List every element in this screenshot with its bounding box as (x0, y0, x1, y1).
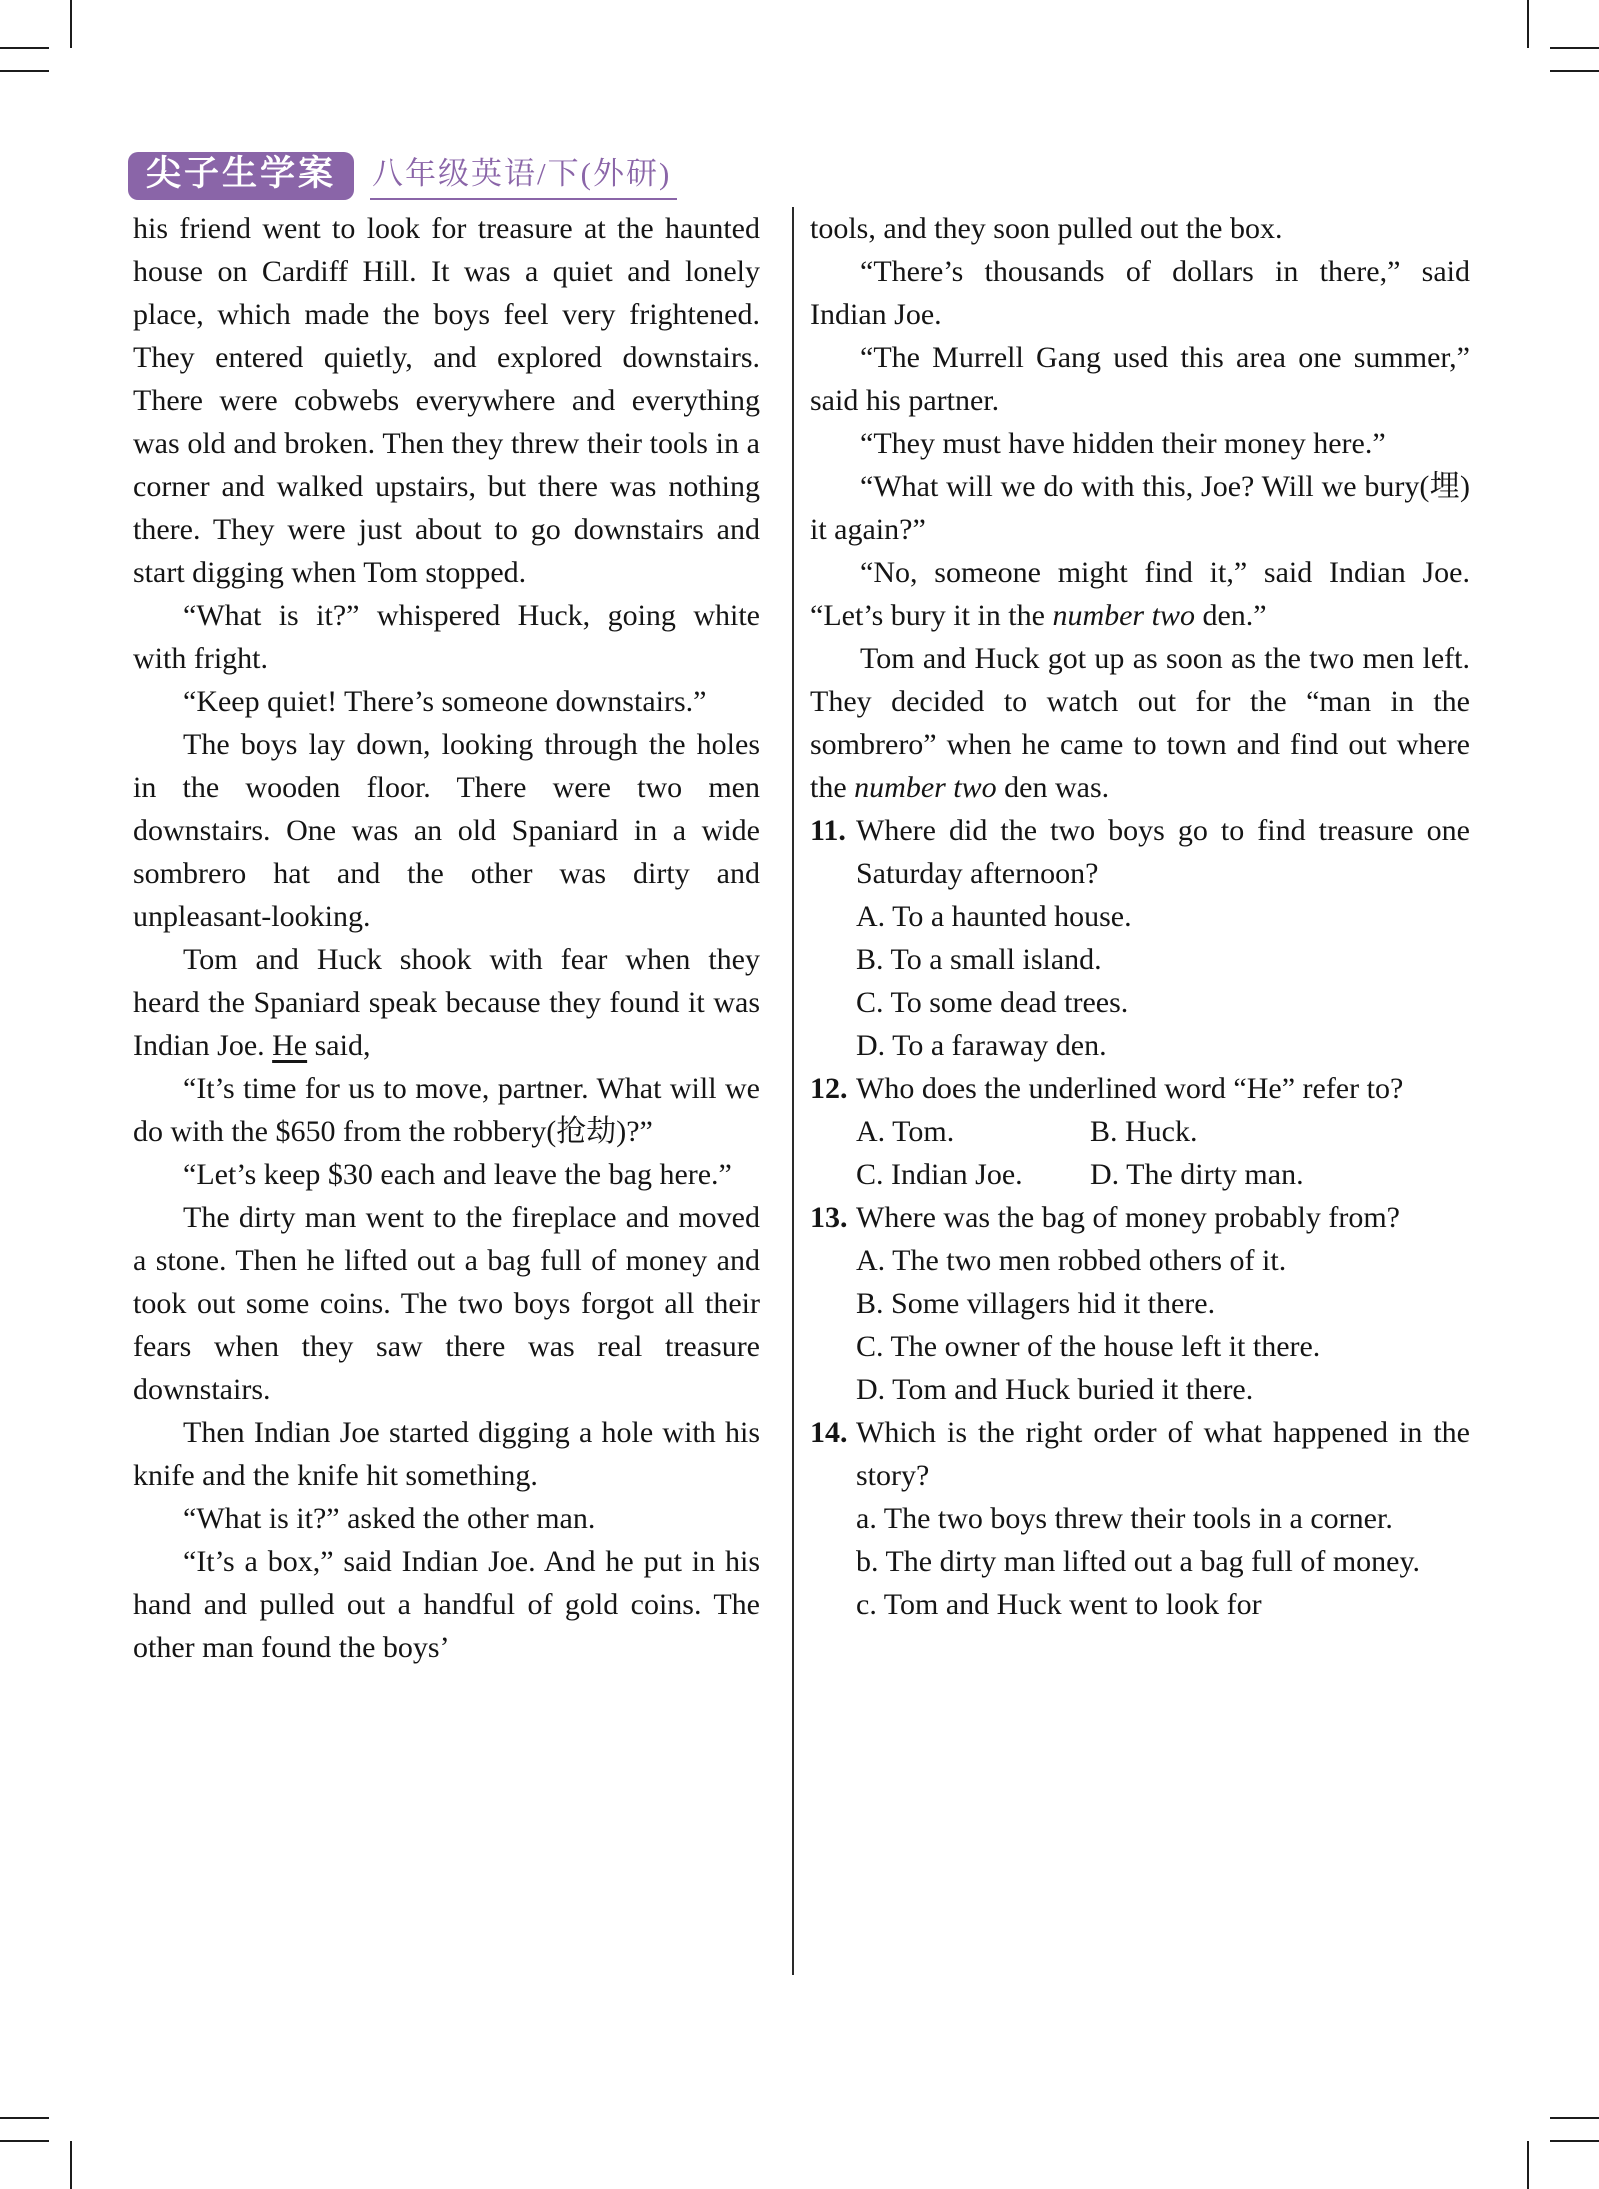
question-number: 14. (810, 1416, 848, 1449)
reading-comprehension (133, 207, 1470, 1975)
crop-mark (0, 2117, 49, 2119)
answer-option: A. To a haunted house. (856, 900, 1132, 933)
crop-mark (1550, 70, 1599, 72)
question-13 (810, 1196, 1470, 1411)
answer-option: C. To some dead trees. (856, 986, 1129, 1019)
crop-mark (1550, 47, 1599, 49)
passage-paragraph: “What is it?” whispered Huck, going white with fright. (133, 599, 760, 675)
crop-mark (0, 47, 49, 49)
crop-mark (1527, 2141, 1529, 2189)
passage-paragraph: Then Indian Joe started digging a hole with his knife and the knife hit something. (133, 1416, 760, 1492)
crop-mark (0, 70, 49, 72)
answer-option: A. Tom. (856, 1115, 955, 1148)
answer-option: D. Tom and Huck buried it there. (856, 1373, 1254, 1406)
option-row (856, 1153, 1470, 1196)
crop-mark (70, 2141, 72, 2189)
option-row (856, 1583, 1470, 1626)
answer-option: a. The two boys threw their tools in a corner. (856, 1502, 1393, 1535)
passage-paragraph: his friend went to look for treasure at the haunted house on Cardiff Hill. It was a quiet and lonely place, which made the boys feel very frightened. They entered quietly, and explored downstairs. There were cobwebs everywhere and everything was old and broken. Then they threw their tools in a corner and walked upstairs, but there was nothing there. They were just about to go downstairs and start digging when Tom stopped. (133, 212, 760, 589)
question-stem: Where was the bag of money probably from? (856, 1201, 1400, 1234)
passage-paragraph: “What is it?” asked the other man. (183, 1502, 596, 1535)
question-stem: Which is the right order of what happened in the story? (856, 1416, 1470, 1492)
question-14 (810, 1411, 1470, 1626)
option-row (856, 1497, 1470, 1540)
passage-paragraph: Tom and Huck shook with fear when they heard the Spaniard speak because they found it was Indian Joe. He said, (133, 943, 760, 1062)
option-row (856, 1325, 1470, 1368)
crop-mark (1550, 2140, 1599, 2142)
question-number: 11. (810, 814, 846, 847)
passage-paragraph: The boys lay down, looking through the holes in the wooden floor. There were two men downstairs. One was an old Spaniard in a wide sombrero hat and the other was dirty and unpleasant-looking. (133, 728, 760, 933)
edition-label: 八年级英语/下(外研) (370, 148, 677, 200)
option-row (856, 1540, 1470, 1583)
passage-paragraph: “They must have hidden their money here.” (860, 427, 1386, 460)
answer-option: B. Huck. (1090, 1115, 1198, 1148)
option-row (856, 895, 1470, 938)
question-number: 13. (810, 1201, 848, 1234)
crop-mark (1527, 0, 1529, 48)
question-12 (810, 1067, 1470, 1196)
passage-paragraph: “No, someone might find it,” said Indian Joe. “Let’s bury it in the number two den.” (810, 556, 1470, 632)
answer-option: B. Some villagers hid it there. (856, 1287, 1216, 1320)
answer-option: D. The dirty man. (1090, 1158, 1304, 1191)
question-number: 12. (810, 1072, 848, 1105)
passage-paragraph: “Keep quiet! There’s someone downstairs.” (183, 685, 707, 718)
passage-left-column (133, 207, 760, 1669)
passage-paragraph: “It’s a box,” said Indian Joe. And he put in his hand and pulled out a handful of gold coins. The other man found the boys’ (133, 1545, 760, 1664)
passage-paragraph: “It’s time for us to move, partner. What will we do with the $650 from the robbery(抢劫)?” (133, 1072, 760, 1148)
question-stem: Who does the underlined word “He” refer to? (856, 1072, 1404, 1105)
question-stem: Where did the two boys go to find treasure one Saturday afternoon? (856, 814, 1470, 890)
question-11 (810, 809, 1470, 1067)
answer-option: B. To a small island. (856, 943, 1102, 976)
passage-paragraph: The dirty man went to the fireplace and moved a stone. Then he lifted out a bag full of money and took out some coins. The two boys forgot all their fears when they saw there was real treasure downstairs. (133, 1201, 760, 1406)
option-row (856, 1368, 1470, 1411)
option-row (856, 1024, 1470, 1067)
passage-paragraph: “What will we do with this, Joe? Will we bury(埋) it again?” (810, 470, 1470, 546)
answer-option: c. Tom and Huck went to look for (856, 1588, 1262, 1621)
crop-mark (70, 0, 72, 48)
option-row (856, 938, 1470, 981)
page-header (128, 148, 677, 200)
answer-option: D. To a faraway den. (856, 1029, 1107, 1062)
passage-paragraph: tools, and they soon pulled out the box. (810, 212, 1283, 245)
option-row (856, 981, 1470, 1024)
underlined-word: He (272, 1029, 308, 1062)
crop-mark (0, 2140, 49, 2142)
passage-paragraph: “There’s thousands of dollars in there,” said Indian Joe. (810, 255, 1470, 331)
answer-option: b. The dirty man lifted out a bag full of money. (856, 1545, 1421, 1578)
answer-option: A. The two men robbed others of it. (856, 1244, 1287, 1277)
crop-mark (1550, 2117, 1599, 2119)
column-divider (792, 207, 794, 1975)
brand-badge (128, 152, 354, 201)
answer-option: C. The owner of the house left it there. (856, 1330, 1321, 1363)
passage-paragraph: Tom and Huck got up as soon as the two men left. They decided to watch out for the “man in the sombrero” when he came to town and find out where the number two den was. (810, 642, 1470, 804)
passage-right-column (810, 207, 1470, 1626)
option-row (856, 1239, 1470, 1282)
option-row (856, 1110, 1470, 1153)
option-row (856, 1282, 1470, 1325)
answer-option: C. Indian Joe. (856, 1158, 1023, 1191)
passage-paragraph: “The Murrell Gang used this area one summer,” said his partner. (810, 341, 1470, 417)
brand-badge-label: 尖子生学案 (146, 153, 337, 193)
passage-paragraph: “Let’s keep $30 each and leave the bag here.” (183, 1158, 732, 1191)
